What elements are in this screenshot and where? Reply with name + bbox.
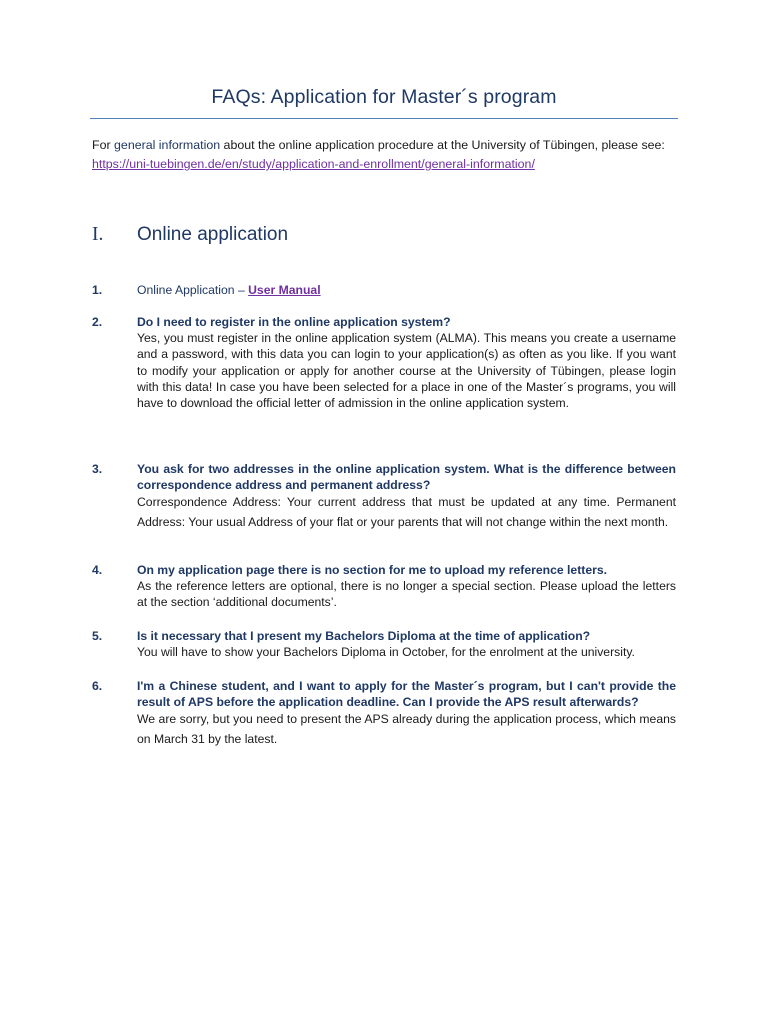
faq-body xyxy=(137,314,676,411)
intro-paragraph xyxy=(92,136,682,174)
faq-question: Is it necessary that I present my Bachelors Diploma at the time of application? xyxy=(137,629,591,643)
faq-answer: You will have to show your Bachelors Diploma in October, for the enrolment at the university. xyxy=(137,645,635,660)
faq-question: I'm a Chinese student, and I want to apply for the Master´s program, but I can't provide the result of APS before the application deadline. Can I provide the APS result afterwards? xyxy=(137,679,676,710)
faq-number: 4. xyxy=(92,563,103,577)
page-title: FAQs: Application for Master´s program xyxy=(211,86,557,108)
faq-question: You ask for two addresses in the online application system. What is the difference between correspondence address and permanent address? xyxy=(137,462,676,493)
faq-body xyxy=(137,678,676,749)
faq-number: 3. xyxy=(92,462,103,476)
intro-prefix: For xyxy=(92,138,115,152)
faq-body xyxy=(137,461,676,532)
faq-body xyxy=(137,562,676,611)
faq-question: Do I need to register in the online application system? xyxy=(137,315,451,329)
intro-text: about the online application procedure at the University of Tübingen, please see: xyxy=(220,138,665,152)
section-title: Online application xyxy=(137,224,289,245)
section-number: I. xyxy=(92,224,104,245)
intro-highlight: general information xyxy=(114,138,221,152)
title-divider xyxy=(90,118,678,119)
faq-body xyxy=(137,282,676,298)
faq-number: 5. xyxy=(92,629,103,643)
faq-question: On my application page there is no section for me to upload my reference letters. xyxy=(137,563,608,577)
faq-number: 1. xyxy=(92,283,103,297)
faq-answer: Yes, you must register in the online application system (ALMA). This means you create a username and a password, with this data you can login to your application(s) as often as you like. If you want to modify your application or apply for another course at the University of Tübingen, please login with this data! In case you have been selected for a place in one of the Master´s programs, you will have to download the official letter of admission in the online application system. xyxy=(137,331,676,411)
user-manual-link[interactable]: User Manual xyxy=(248,283,321,297)
general-information-link[interactable]: https://uni-tuebingen.de/en/study/application-and-enrollment/general-information/ xyxy=(92,157,535,171)
faq-answer: We are sorry, but you need to present the APS already during the application process, which means on March 31 by the latest. xyxy=(137,712,676,746)
faq-question: Online Application – xyxy=(137,283,249,297)
faq-body xyxy=(137,628,676,660)
faq-number: 2. xyxy=(92,315,103,329)
faq-answer: Correspondence Address: Your current address that must be updated at any time. Permanent Address: Your usual Address of your flat or your parents that will not change within the next month. xyxy=(137,495,676,529)
faq-number: 6. xyxy=(92,679,103,693)
faq-answer: As the reference letters are optional, there is no longer a special section. Please upload the letters at the section ‘additional documents’. xyxy=(137,579,676,610)
